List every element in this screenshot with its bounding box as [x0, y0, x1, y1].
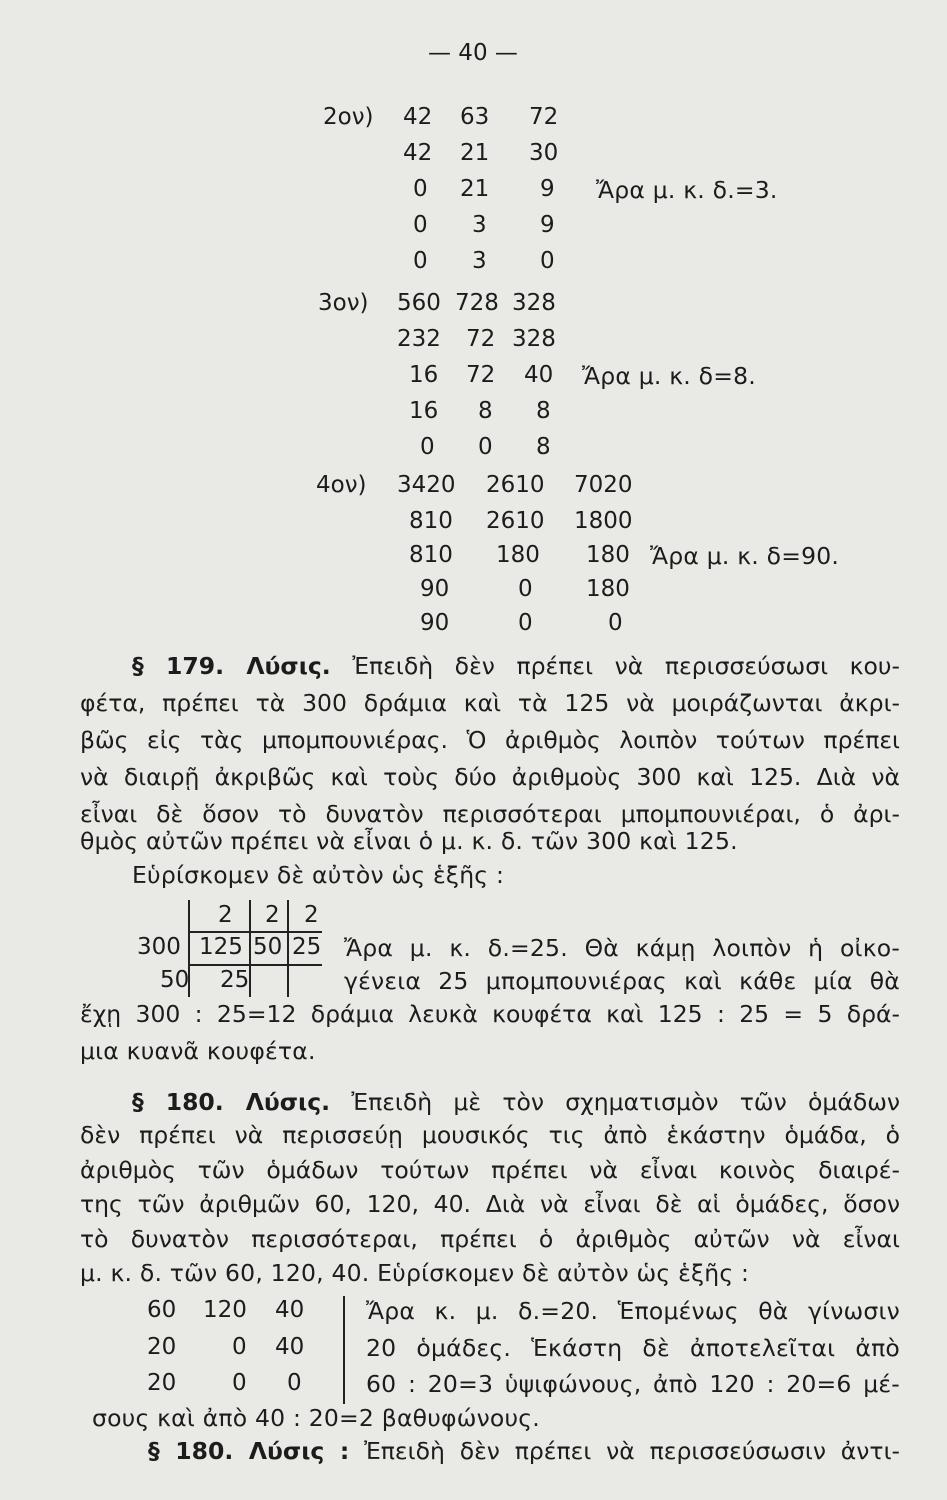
ex2-r1c2: 30: [529, 140, 559, 166]
ex2-r0c2: 72: [529, 104, 559, 130]
paragraph-line: νὰ διαιρῇ ἀκριβῶς καὶ τοὺς δύο ἀριθμοὺς 300 καὶ 125. Διὰ νὰ: [80, 763, 900, 791]
gcd-value: 120: [203, 1297, 247, 1323]
ex4-r4c1: 0: [518, 610, 533, 636]
division-value: 25: [292, 934, 322, 960]
ex3-r1c1: 72: [466, 326, 496, 352]
ex3-r2c1: 72: [466, 362, 496, 388]
paragraph-line: Εὑρίσκομεν δὲ αὐτὸν ὡς ἑξῆς :: [132, 861, 505, 889]
ex4-r4c2: 0: [608, 610, 623, 636]
example-result: Ἄρα μ. κ. δ=90.: [650, 542, 840, 570]
ex2-r4c0: 0: [413, 248, 428, 274]
section-heading: § 180. Λύσις.: [132, 1088, 331, 1116]
ex4-r2c2: 180: [586, 542, 630, 568]
ex4-r0c0: 3420: [397, 472, 456, 498]
paragraph-line: εἶναι δὲ ὅσον τὸ δυνατὸν περισσότεραι μπομπουνιέραι, ὁ ἀρι-: [80, 800, 900, 828]
quotient: 2: [265, 902, 280, 928]
paragraph-line: βῶς εἰς τὰς μπομπουνιέρας. Ὁ ἀριθμὸς λοιπὸν τούτων πρέπει: [80, 726, 900, 754]
paragraph-line: 60 : 20=3 ὑψιφώνους, ἀπὸ 120 : 20=6 μέ-: [366, 1370, 900, 1398]
paragraph-line: δὲν πρέπει νὰ περισσεύῃ μουσικός τις ἀπὸ ἑκάστην ὁμάδα, ὁ: [80, 1121, 900, 1149]
ex3-r4c0: 0: [420, 434, 435, 460]
gcd-value: 20: [147, 1370, 177, 1396]
gcd-value: 0: [232, 1370, 247, 1396]
gcd-value: 0: [232, 1334, 247, 1360]
paragraph-line: Ἄρα κ. μ. δ.=20. Ἑπομένως θὰ γίνωσιν: [366, 1297, 900, 1325]
ex2-r0c0: 42: [403, 104, 433, 130]
ex3-r0c1: 728: [455, 290, 499, 316]
division-value: 125: [199, 934, 243, 960]
ex4-r0c1: 2610: [486, 472, 545, 498]
division-value: 50: [160, 967, 190, 993]
ex2-r3c2: 9: [540, 212, 555, 238]
ex4-r3c1: 0: [518, 576, 533, 602]
ex3-r0c0: 560: [397, 290, 441, 316]
gcd-value: 40: [275, 1334, 305, 1360]
paragraph-line: [132, 652, 900, 680]
ex4-r3c2: 180: [586, 576, 630, 602]
paragraph-text: Ἐπειδὴ μὲ τὸν σχηματισμὸν τῶν ὁμάδων: [351, 1088, 901, 1116]
paragraph-line: Ἄρα μ. κ. δ.=25. Θὰ κάμῃ λοιπὸν ἡ οἰκο-: [344, 934, 900, 962]
paragraph-line: ἔχῃ 300 : 25=12 δράμια λευκὰ κουφέτα καὶ 125 : 25 = 5 δρά-: [80, 1000, 900, 1028]
gcd-value: 20: [147, 1334, 177, 1360]
paragraph-line: [132, 1088, 900, 1116]
ex2-r0c1: 63: [460, 104, 490, 130]
division-value: 300: [137, 934, 181, 960]
ex3-r2c2: 40: [524, 362, 554, 388]
example-result: Ἄρα μ. κ. δ.=3.: [596, 176, 778, 204]
paragraph-line: ἀριθμὸς τῶν ὁμάδων τούτων πρέπει νὰ εἶναι κοινὸς διαιρέ-: [80, 1156, 900, 1184]
ex2-r3c0: 0: [413, 212, 428, 238]
ex2-r1c1: 21: [460, 140, 490, 166]
ex2-r2c0: 0: [413, 176, 428, 202]
paragraph-line: θμὸς αὐτῶν πρέπει νὰ εἶναι ὁ μ. κ. δ. τῶν 300 καὶ 125.: [80, 827, 738, 855]
ex3-r4c1: 0: [478, 434, 493, 460]
ex4-r3c0: 90: [420, 576, 450, 602]
ex3-r2c0: 16: [409, 362, 439, 388]
paragraph-line: φέτα, πρέπει τὰ 300 δράμια καὶ τὰ 125 νὰ μοιράζωνται ἀκρι-: [80, 689, 900, 717]
ex4-r1c1: 2610: [486, 508, 545, 534]
ex2-r4c1: 3: [472, 248, 487, 274]
paragraph-line: 20 ὁμάδες. Ἑκάστη δὲ ἀποτελεῖται ἀπὸ: [366, 1334, 900, 1362]
quotient: 2: [218, 902, 233, 928]
paragraph-line: της τῶν ἀριθμῶν 60, 120, 40. Διὰ νὰ εἶναι δὲ αἱ ὁμάδες, ὅσον: [80, 1190, 900, 1218]
gcd-value: 60: [147, 1297, 177, 1323]
ex4-r4c0: 90: [420, 610, 450, 636]
ex2-r3c1: 3: [472, 212, 487, 238]
ex2-r4c2: 0: [540, 248, 555, 274]
ex3-r4c2: 8: [536, 434, 551, 460]
ex3-r1c0: 232: [397, 326, 441, 352]
ex3-r3c0: 16: [409, 398, 439, 424]
ex4-r2c1: 180: [496, 542, 540, 568]
page-number: — 40 —: [428, 40, 518, 66]
section-heading: § 180. Λύσις :: [148, 1437, 350, 1465]
paragraph-line: μια κυανᾶ κουφέτα.: [80, 1037, 316, 1065]
paragraph-line: γένεια 25 μπομπουνιέρας καὶ κάθε μία θὰ: [344, 967, 900, 995]
ex2-r2c2: 9: [540, 176, 555, 202]
example-label: 4ον): [316, 472, 367, 498]
gcd-value: 40: [275, 1297, 305, 1323]
example-label: 3ον): [318, 290, 369, 316]
division-value: 25: [220, 967, 250, 993]
example-result: Ἄρα μ. κ. δ=8.: [582, 362, 756, 390]
ex3-r3c1: 8: [478, 398, 493, 424]
quotient: 2: [304, 902, 319, 928]
paragraph-line: μ. κ. δ. τῶν 60, 120, 40. Εὑρίσκομεν δὲ αὐτὸν ὡς ἑξῆς :: [80, 1259, 750, 1287]
section-heading: § 179. Λύσις.: [132, 652, 331, 680]
division-value: 50: [253, 934, 283, 960]
ex3-r1c2: 328: [512, 326, 556, 352]
example-label: 2ον): [323, 104, 374, 130]
ex4-r1c2: 1800: [574, 508, 633, 534]
paragraph-line: [148, 1437, 900, 1465]
ex3-r3c2: 8: [536, 398, 551, 424]
paragraph-text: Ἐπειδὴ δὲν πρέπει νὰ περισσεύσωσι κου-: [352, 652, 900, 680]
ex4-r2c0: 810: [409, 542, 453, 568]
ex4-r1c0: 810: [409, 508, 453, 534]
paragraph-line: σους καὶ ἀπὸ 40 : 20=2 βαθυφώνους.: [92, 1404, 540, 1432]
ex3-r0c2: 328: [512, 290, 556, 316]
ex2-r2c1: 21: [460, 176, 490, 202]
ex4-r0c2: 7020: [574, 472, 633, 498]
gcd-value: 0: [287, 1370, 302, 1396]
paragraph-line: τὸ δυνατὸν περισσότεραι, πρέπει ὁ ἀριθμὸς αὐτῶν νὰ εἶναι: [80, 1225, 900, 1253]
paragraph-text: Ἐπειδὴ δὲν πρέπει νὰ περισσεύσωσιν ἀντι-: [364, 1437, 900, 1465]
ex2-r1c0: 42: [403, 140, 433, 166]
